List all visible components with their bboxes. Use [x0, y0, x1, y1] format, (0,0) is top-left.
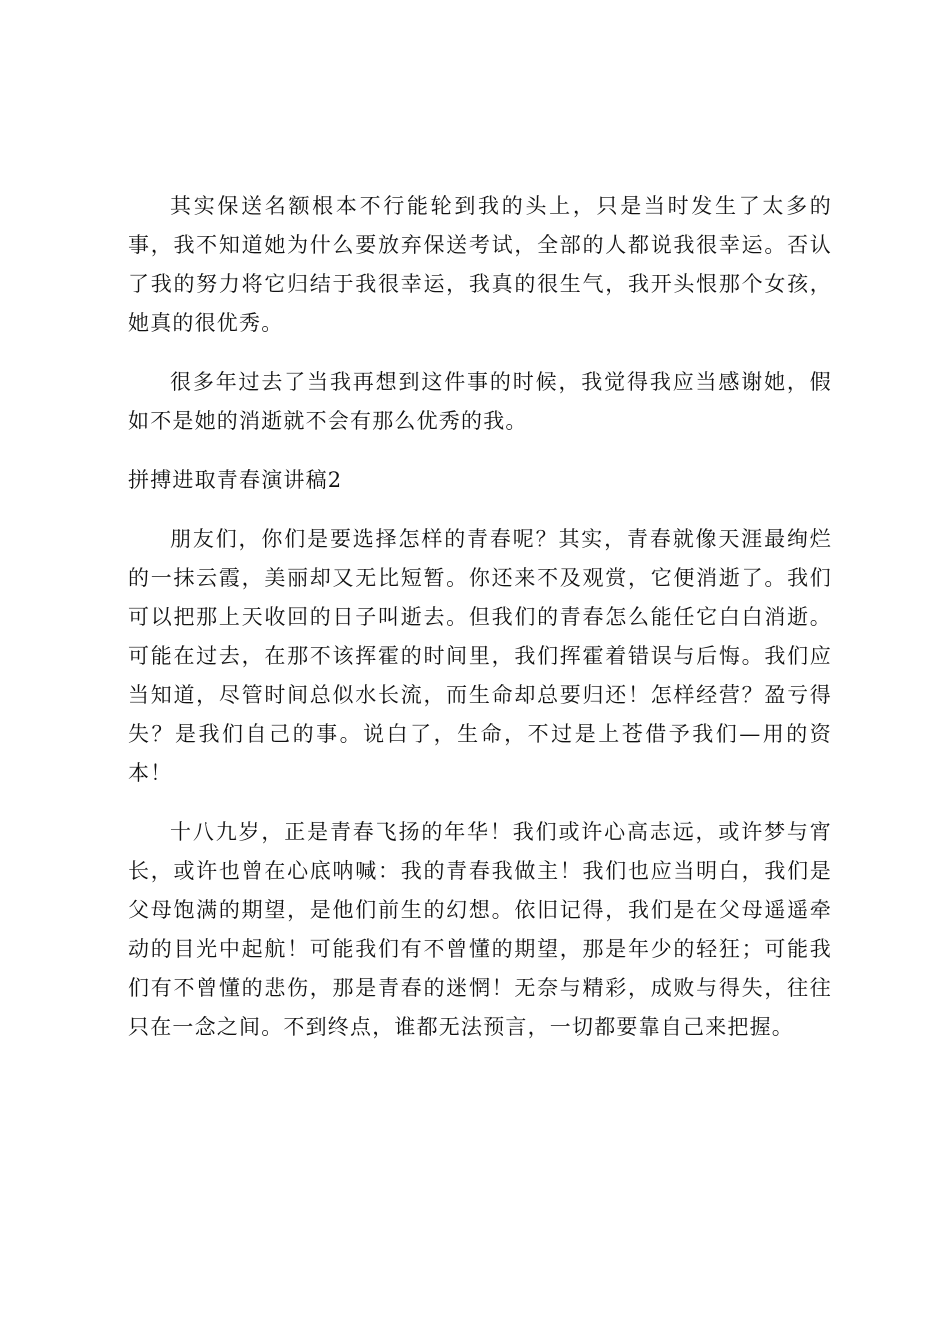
- paragraph-4: 十八九岁，正是青春飞扬的年华！我们或许心高志远，或许梦与宵长，或许也曾在心底呐喊：我的青春我做主！我们也应当明白，我们是父母饱满的期望，是他们前生的幻想。依旧记得，我们是在父母遥遥牵动的目光中起航！可能我们有不曾懂的期望，那是年少的轻狂；可能我们有不曾懂的悲伤，那是青春的迷惘！无奈与精彩，成败与得失，往往只在一念之间。不到终点，谁都无法预言，一切都要靠自己来把握。: [128, 820, 832, 1039]
- section-title: 拼搏进取青春演讲稿2: [128, 468, 343, 492]
- paragraph-2: 很多年过去了当我再想到这件事的时候，我觉得我应当感谢她，假如不是她的消逝就不会有那么优秀的我。: [128, 370, 832, 433]
- paragraph-3: 朋友们，你们是要选择怎样的青春呢？其实，青春就像天涯最绚烂的一抹云霞，美丽却又无比短暂。你还来不及观赏，它便消逝了。我们可以把那上天收回的日子叫逝去。但我们的青春怎么能任它白白消逝。可能在过去，在那不该挥霍的时间里，我们挥霍着错误与后悔。我们应当知道，尽管时间总似水长流，而生命却总要归还！怎样经营？盈亏得失？是我们自己的事。说白了，生命，不过是上苍借予我们—用的资本！: [128, 527, 832, 785]
- document-body: [128, 187, 832, 1067]
- paragraph-1: 其实保送名额根本不行能轮到我的头上，只是当时发生了太多的事，我不知道她为什么要放弃保送考试，全部的人都说我很幸运。否认了我的努力将它归结于我很幸运，我真的很生气，我开头恨那个女孩，她真的很优秀。: [128, 194, 832, 335]
